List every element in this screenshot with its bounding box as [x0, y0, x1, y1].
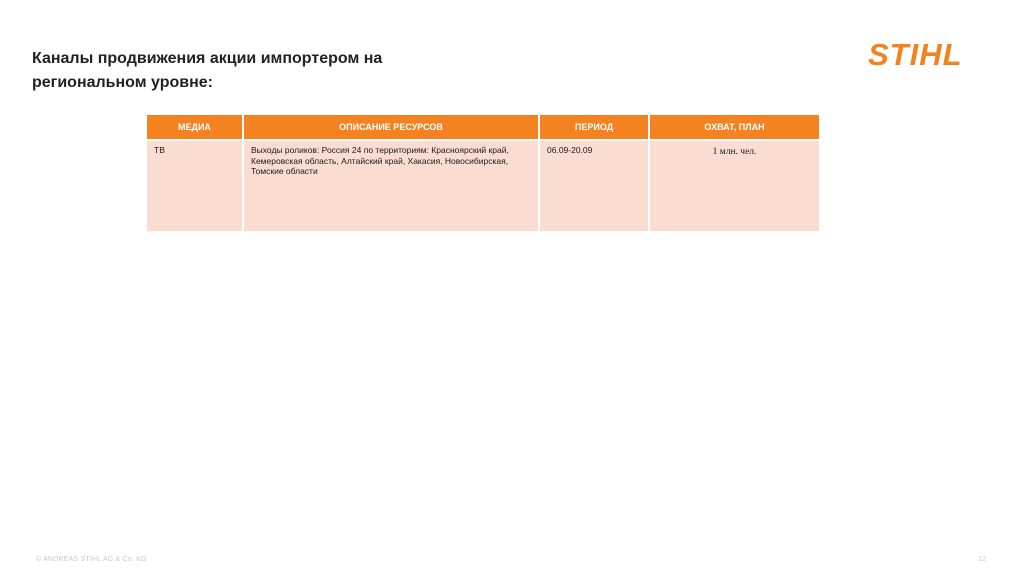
cell-reach: 1 млн. чел.: [649, 140, 819, 231]
table-row: [147, 140, 819, 231]
header-media: МЕДИА: [147, 115, 243, 140]
header-period: ПЕРИОД: [539, 115, 649, 140]
page-number: 12: [978, 556, 986, 563]
cell-media: ТВ: [147, 140, 243, 231]
stihl-logo: [866, 36, 988, 72]
footer-copyright: © ANDREAS STIHL AG & Co. KG: [36, 556, 147, 563]
slide-title: Каналы продвижения акции импортером на региональном уровне:: [32, 50, 383, 91]
cell-period: 06.09-20.09: [539, 140, 649, 231]
stihl-logo-text: STIHL: [868, 37, 963, 72]
header-description: ОПИСАНИЕ РЕСУРСОВ: [243, 115, 539, 140]
cell-description: Выходы роликов: Россия 24 по территориям: Красноярский край, Кемеровская область, Алтайский край, Хакасия, Новосибирская, Томские области: [243, 140, 539, 231]
table-header-row: [147, 115, 819, 140]
header-reach: ОХВАТ, ПЛАН: [649, 115, 819, 140]
media-channels-table: [147, 115, 819, 231]
